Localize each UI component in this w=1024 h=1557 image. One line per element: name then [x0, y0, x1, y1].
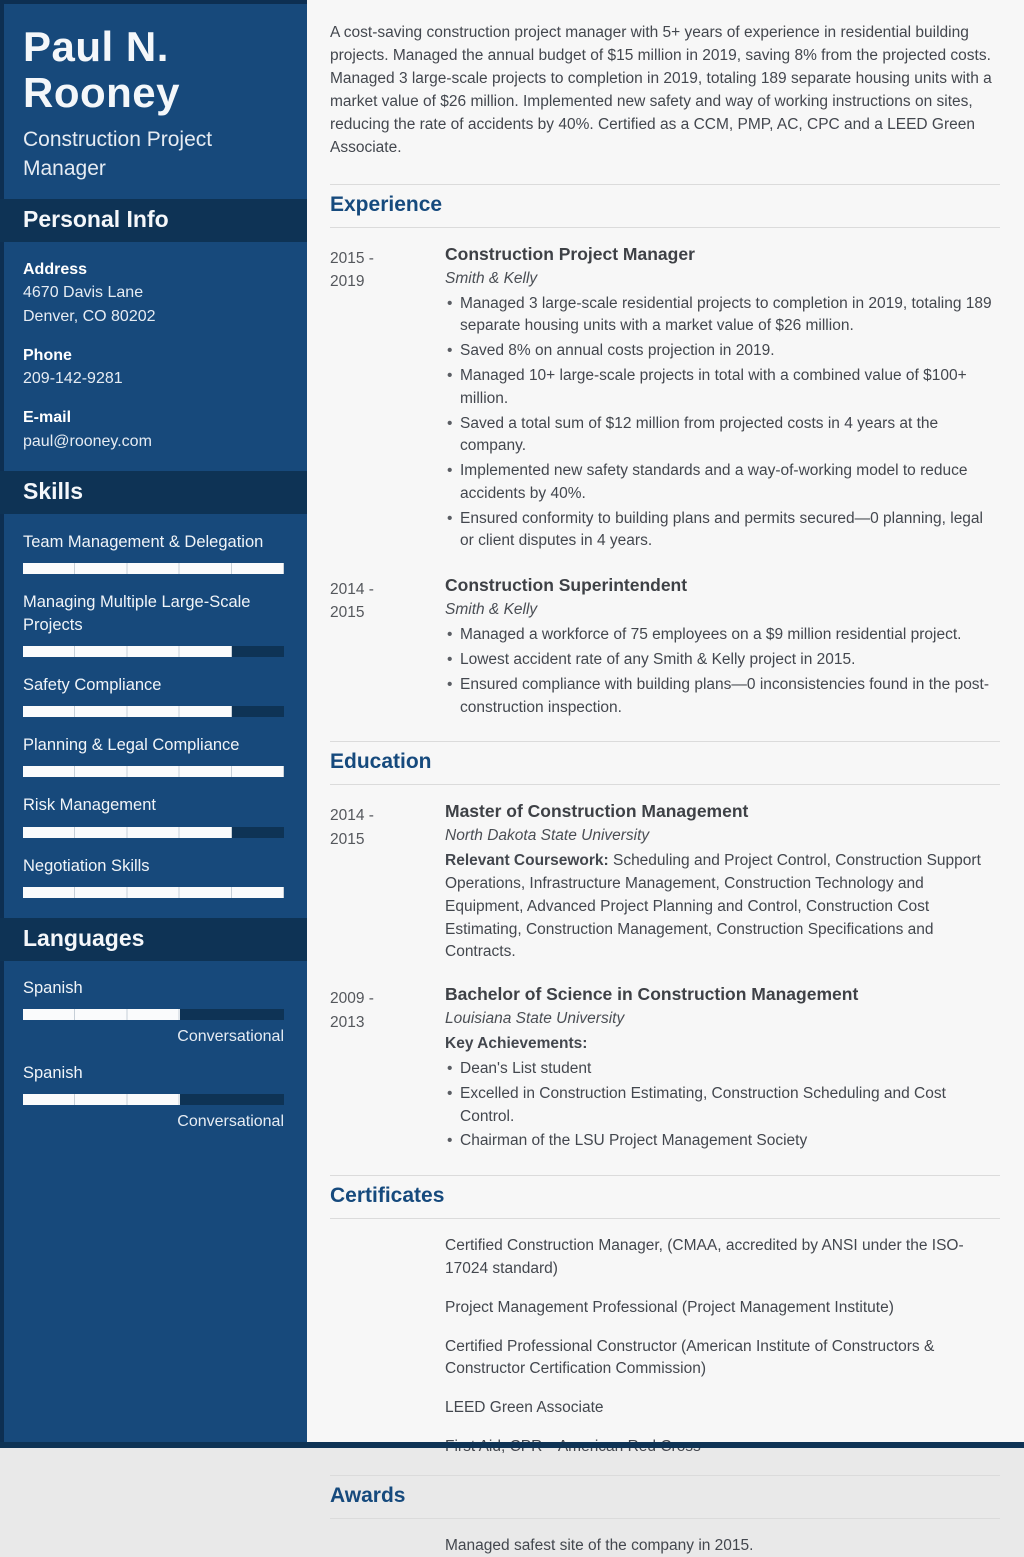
coursework-text: Scheduling and Project Control, Construction Support Operations, Infrastructure Management, Construction Technology and Equipment, Advanced Project Planning and Control, Construction Cost Estimating, Construction Management, Construction Specifications and Contracts.	[445, 852, 981, 961]
job-bullets	[445, 624, 1000, 719]
candidate-job-title: Construction Project Manager	[23, 128, 213, 180]
skill-level-fill	[23, 706, 232, 717]
coursework-label: Relevant Coursework:	[445, 852, 609, 870]
experience-title: Experience	[330, 192, 443, 216]
experience-entry	[330, 244, 1000, 556]
date-start: 2009 -	[330, 990, 374, 1008]
skill-label: Safety Compliance	[23, 675, 162, 694]
experience-entry	[330, 575, 1000, 721]
awards-title: Awards	[330, 1483, 406, 1507]
skill-label: Team Management & Delegation	[23, 532, 264, 551]
date-end: 2015	[330, 830, 365, 848]
achievement-bullet: • Excelled in Construction Estimating, Construction Scheduling and Cost Control.	[460, 1083, 1000, 1129]
skill-level-bar	[23, 766, 284, 777]
personal-info-heading: Personal Info	[0, 199, 307, 242]
job-company: Smith & Kelly	[445, 601, 538, 619]
entry-dates	[330, 575, 445, 721]
job-bullet: • Lowest accident rate of any Smith & Kelly project in 2015.	[460, 649, 1000, 672]
languages-heading: Languages	[0, 918, 307, 961]
job-bullet: • Managed 3 large-scale residential projects to completion in 2019, totaling 189 separate housing units with a market value of $26 million.	[460, 293, 1000, 339]
certificate-item: Project Management Professional (Project Management Institute)	[445, 1298, 894, 1316]
skills-heading: Skills	[0, 471, 307, 514]
coursework-paragraph	[445, 850, 1000, 964]
email-value: paul@rooney.com	[23, 432, 152, 450]
skill-level-bar	[23, 646, 284, 657]
award-item: Managed safest site of the company in 2015.	[445, 1536, 754, 1554]
job-bullets	[445, 293, 1000, 554]
job-role: Construction Superintendent	[445, 575, 688, 596]
skill-item	[0, 514, 307, 574]
language-label: Spanish	[23, 1064, 83, 1083]
language-level-label: Conversational	[177, 1113, 284, 1131]
date-start: 2015 -	[330, 249, 374, 267]
skill-level-bar	[23, 827, 284, 838]
email-field	[0, 390, 307, 453]
candidate-name: Paul N. Rooney	[23, 23, 181, 117]
certificates-title: Certificates	[330, 1184, 445, 1208]
date-start: 2014 -	[330, 581, 374, 599]
phone-field	[0, 328, 307, 391]
education-section	[330, 741, 1000, 1155]
phone-value: 209-142-9281	[23, 370, 123, 388]
entry-body	[445, 244, 1000, 556]
language-item	[0, 1046, 307, 1131]
entry-dates	[330, 984, 445, 1155]
language-label: Spanish	[23, 978, 83, 997]
school-name: Louisiana State University	[445, 1010, 625, 1028]
date-start: 2014 -	[330, 807, 374, 825]
date-end: 2015	[330, 604, 365, 622]
professional-summary: A cost-saving construction project manager with 5+ years of experience in residential building projects. Managed the annual budget of $15 million in 2019, saving 8% from the projected costs. Managed 3 large-scale projects to completion in 2019, totaling 189 separate housing units with a market value of $26 million. Implemented new safety and way of working instructions on sites, reducing the rate of accidents by 40%. Certified as a CCM, PMP, AC, CPC and a LEED Green Associate.	[330, 24, 992, 156]
job-bullet: • Managed 10+ large-scale projects in total with a combined value of $100+ million.	[460, 365, 1000, 411]
skill-level-fill	[23, 766, 284, 777]
certificates-section	[330, 1175, 1000, 1458]
skill-label: Negotiation Skills	[23, 856, 150, 875]
skill-level-fill	[23, 646, 232, 657]
experience-header	[330, 184, 1000, 228]
skill-level-fill	[23, 563, 284, 574]
main-content	[307, 0, 1024, 1554]
job-bullet: • Implemented new safety standards and a way-of-working model to reduce accidents by 40%.	[460, 460, 1000, 506]
language-level-fill	[23, 1009, 180, 1020]
language-level-bar	[23, 1009, 284, 1020]
entry-dates	[330, 801, 445, 964]
certificate-item: LEED Green Associate	[445, 1399, 604, 1417]
language-level-bar	[23, 1094, 284, 1105]
job-bullet: • Ensured conformity to building plans and permits secured—0 planning, legal or client disputes in 4 years.	[460, 508, 1000, 554]
email-label: E-mail	[23, 409, 72, 427]
skill-item	[0, 838, 307, 898]
education-title: Education	[330, 750, 432, 774]
personal-info-section	[0, 242, 307, 471]
date-end: 2013	[330, 1013, 365, 1031]
education-entry	[330, 801, 1000, 964]
skill-level-bar	[23, 706, 284, 717]
address-field	[0, 242, 307, 328]
job-bullet: • Ensured compliance with building plans—0 inconsistencies found in the post-construction inspection.	[460, 674, 1000, 720]
experience-section	[330, 184, 1000, 722]
sidebar	[0, 0, 307, 1448]
entry-body	[445, 575, 1000, 721]
degree-title: Master of Construction Management	[445, 801, 749, 822]
skill-label: Planning & Legal Compliance	[23, 736, 240, 755]
language-item	[0, 961, 307, 1046]
achievements-label: Key Achievements:	[445, 1035, 588, 1053]
job-bullet: • Saved 8% on annual costs projection in 2019.	[460, 340, 1000, 363]
skill-item	[0, 717, 307, 777]
skill-level-bar	[23, 563, 284, 574]
job-company: Smith & Kelly	[445, 269, 538, 287]
skill-label: Managing Multiple Large-Scale Projects	[23, 593, 251, 634]
languages-section	[0, 961, 307, 1132]
page-bottom-strip	[0, 1442, 1024, 1448]
awards-section	[330, 1475, 1000, 1557]
address-line: 4670 Davis Lane	[23, 284, 144, 302]
entry-body	[445, 984, 1000, 1155]
skills-section	[0, 514, 307, 918]
certificates-header	[330, 1175, 1000, 1219]
achievement-bullet: • Chairman of the LSU Project Management Society	[460, 1130, 1000, 1153]
certificate-item: Certified Construction Manager, (CMAA, accredited by ANSI under the ISO-17024 standard)	[445, 1237, 964, 1277]
language-level-label: Conversational	[177, 1028, 284, 1046]
skill-item	[0, 574, 307, 657]
education-entry	[330, 984, 1000, 1155]
job-bullet: • Managed a workforce of 75 employees on a $9 million residential project.	[460, 624, 1000, 647]
job-role: Construction Project Manager	[445, 243, 695, 264]
skill-level-fill	[23, 827, 232, 838]
language-level-fill	[23, 1094, 180, 1105]
certificate-item: Certified Professional Constructor (American Institute of Constructors & Constructor Certification Commission)	[445, 1337, 935, 1378]
address-line: Denver, CO 80202	[23, 307, 156, 325]
education-header	[330, 741, 1000, 785]
phone-label: Phone	[23, 346, 72, 364]
skill-item	[0, 657, 307, 717]
skill-label: Risk Management	[23, 796, 156, 815]
awards-header	[330, 1475, 1000, 1519]
skill-item	[0, 777, 307, 837]
skill-level-fill	[23, 887, 284, 898]
degree-title: Bachelor of Science in Construction Management	[445, 984, 859, 1005]
achievement-bullets	[445, 1058, 1000, 1153]
address-label: Address	[23, 261, 88, 279]
date-end: 2019	[330, 272, 365, 290]
entry-dates	[330, 244, 445, 556]
job-bullet: • Saved a total sum of $12 million from projected costs in 4 years at the company.	[460, 413, 1000, 459]
skill-level-bar	[23, 887, 284, 898]
entry-body	[445, 801, 1000, 964]
achievement-bullet: • Dean's List student	[460, 1058, 1000, 1081]
school-name: North Dakota State University	[445, 827, 650, 845]
